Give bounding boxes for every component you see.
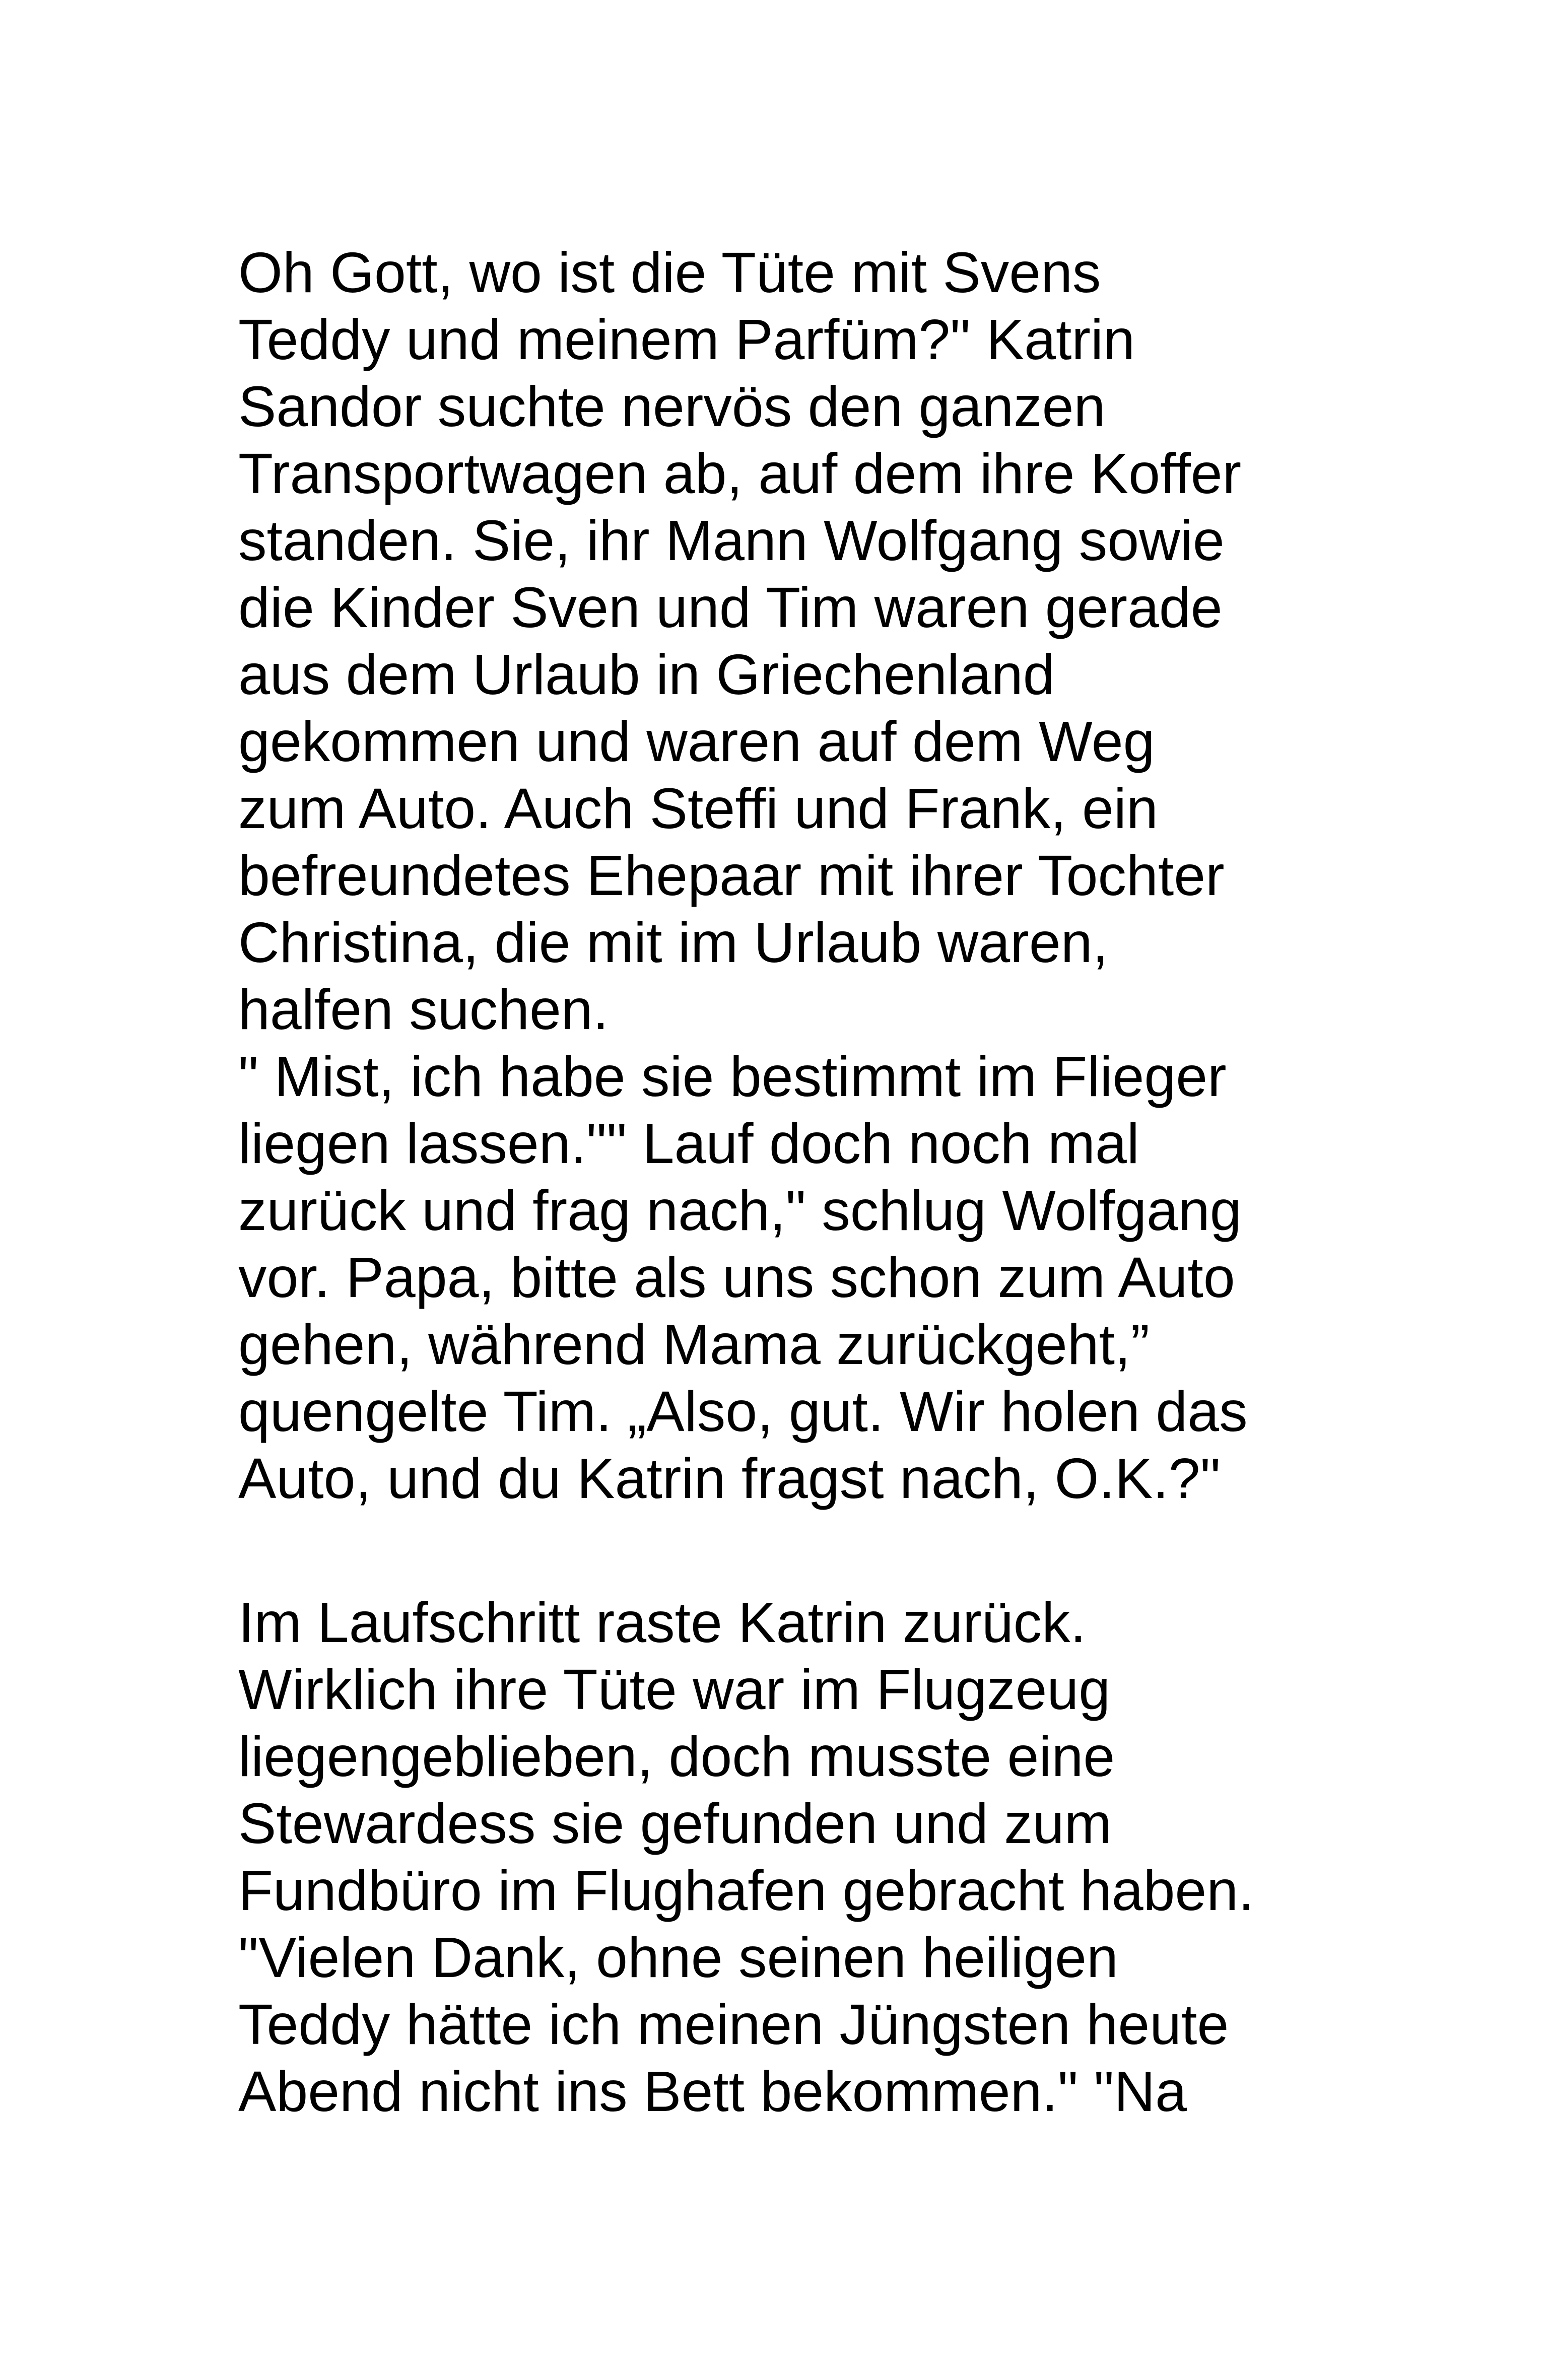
text-line: Transportwagen ab, auf dem ihre Koffer [238, 442, 1242, 505]
text-line: standen. Sie, ihr Mann Wolfgang sowie [238, 509, 1225, 572]
text-line: Abend nicht ins Bett bekommen." "Na [238, 2060, 1187, 2123]
text-line: gekommen und waren auf dem Weg [238, 710, 1155, 773]
text-line: befreundetes Ehepaar mit ihrer Tochter [238, 844, 1225, 907]
text-line: die Kinder Sven und Tim waren gerade [238, 576, 1223, 639]
text-line: halfen suchen. [238, 978, 609, 1041]
text-line: Christina, die mit im Urlaub waren, [238, 911, 1108, 974]
text-line: Sandor suchte nervös den ganzen [238, 375, 1106, 438]
text-line: Oh Gott, wo ist die Tüte mit Svens [238, 241, 1101, 304]
text-line: "Vielen Dank, ohne seinen heiligen [238, 1926, 1118, 1989]
text-line: Stewardess sie gefunden und zum [238, 1792, 1112, 1855]
text-line: gehen, während Mama zurückgeht,” [238, 1313, 1150, 1376]
text-line: liegengeblieben, doch musste eine [238, 1725, 1115, 1788]
paragraph-1 [238, 239, 1248, 1512]
text-line: Auto, und du Katrin fragst nach, O.K.?" [238, 1447, 1221, 1510]
text-line: " Mist, ich habe sie bestimmt im Flieger [238, 1045, 1227, 1108]
text-line: Wirklich ihre Tüte war im Flugzeug [238, 1658, 1111, 1721]
text-line: vor. Papa, bitte als uns schon zum Auto [238, 1246, 1235, 1309]
text-line: Fundbüro im Flughafen gebracht haben. [238, 1859, 1254, 1922]
text-line: liegen lassen."" Lauf doch noch mal [238, 1112, 1139, 1175]
text-line: aus dem Urlaub in Griechenland [238, 643, 1055, 706]
text-line: Teddy und meinem Parfüm?" Katrin [238, 308, 1135, 371]
text-line: Im Laufschritt raste Katrin zurück. [238, 1591, 1087, 1654]
paragraph-2 [238, 1589, 1254, 2125]
text-line: zurück und frag nach," schlug Wolfgang [238, 1179, 1242, 1242]
text-line: Teddy hätte ich meinen Jüngsten heute [238, 1993, 1229, 2056]
text-line: zum Auto. Auch Steffi und Frank, ein [238, 777, 1158, 840]
text-line: quengelte Tim. „Also, gut. Wir holen das [238, 1380, 1248, 1443]
